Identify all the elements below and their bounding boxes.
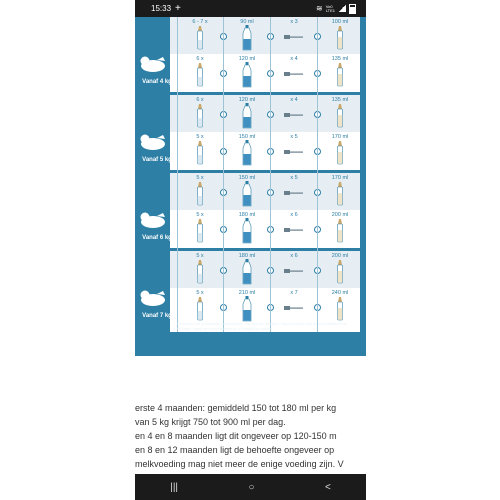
bottle-icon — [337, 26, 343, 50]
scoop-icon — [284, 189, 304, 197]
water-bottle-icon — [242, 259, 252, 285]
status-time: 15:33 — [151, 4, 172, 13]
feeds-per-day-label: 5 x — [196, 253, 204, 259]
battery-icon — [349, 4, 356, 14]
feeds-per-day-label: 5 x — [196, 175, 204, 181]
scoops-label: x 3 — [290, 19, 298, 25]
baby-icon — [139, 210, 167, 230]
navigation-bar — [135, 474, 366, 500]
scoops-label: x 6 — [290, 253, 298, 259]
total-ml-label: 135 ml — [331, 56, 349, 62]
water-bottle-icon — [242, 181, 252, 207]
total-ml-label: 135 ml — [331, 97, 349, 103]
article-line: en 4 en 8 maanden ligt dit ongeveer op 120-150 m — [135, 431, 337, 441]
feeds-per-day-label: 6 - 7 x — [192, 19, 208, 25]
group-separator — [170, 248, 360, 251]
column-divider — [270, 17, 271, 332]
water-ml-label: 150 ml — [238, 134, 256, 140]
water-ml-label: 180 ml — [238, 212, 256, 218]
total-ml-label: 170 ml — [331, 134, 349, 140]
bottle-icon — [197, 104, 203, 128]
water-bottle-icon — [242, 218, 252, 244]
status-bar — [135, 0, 366, 17]
bottle-icon — [197, 141, 203, 165]
scoops-label: x 5 — [290, 134, 298, 140]
scoops-label: x 4 — [290, 56, 298, 62]
scoop-icon — [284, 70, 304, 78]
scoops-label: x 5 — [290, 175, 298, 181]
bottle-icon — [337, 141, 343, 165]
total-ml-label: 170 ml — [331, 175, 349, 181]
article-text — [135, 401, 366, 471]
bottle-icon — [337, 104, 343, 128]
bottle-icon — [337, 219, 343, 243]
phone-screen — [135, 0, 366, 500]
water-ml-label: 150 ml — [238, 175, 256, 181]
scoop-icon — [284, 111, 304, 119]
water-ml-label: 120 ml — [238, 97, 256, 103]
weight-group-label: Vanaf 7 kg — [142, 313, 172, 319]
water-ml-label: 90 ml — [240, 19, 254, 25]
water-bottle-icon — [242, 140, 252, 166]
notification-icon: + — [175, 3, 181, 14]
feeds-per-day-label: 6 x — [196, 56, 204, 62]
group-separator — [170, 170, 360, 173]
baby-icon — [139, 288, 167, 308]
article-line: van 5 kg krijgt 750 tot 900 ml per dag. — [135, 417, 286, 427]
article-line: en 8 en 12 maanden ligt de behoefte ongeveer op — [135, 445, 335, 455]
scoop-icon — [284, 226, 304, 234]
bottle-icon — [337, 63, 343, 87]
signal-icon — [338, 5, 346, 12]
scoops-label: x 7 — [290, 290, 298, 296]
weight-group-label: Vanaf 4 kg — [142, 79, 172, 85]
total-ml-label: 200 ml — [331, 253, 349, 259]
total-ml-label: 240 ml — [331, 290, 349, 296]
weight-group-label: Vanaf 5 kg — [142, 157, 172, 163]
scoop-icon — [284, 33, 304, 41]
weight-group-label: Vanaf 6 kg — [142, 235, 172, 241]
column-divider — [223, 17, 224, 332]
total-ml-label: 100 ml — [331, 19, 349, 25]
recent-apps-button[interactable]: ||| — [170, 481, 179, 493]
bottle-icon — [197, 260, 203, 284]
column-divider — [177, 17, 178, 332]
bottle-icon — [197, 297, 203, 321]
water-ml-label: 120 ml — [238, 56, 256, 62]
chart-table — [170, 17, 360, 332]
bottle-icon — [337, 297, 343, 321]
water-bottle-icon — [242, 62, 252, 88]
bottle-icon — [337, 260, 343, 284]
feeds-per-day-label: 5 x — [196, 212, 204, 218]
bottle-icon — [337, 182, 343, 206]
scoop-icon — [284, 267, 304, 275]
water-bottle-icon — [242, 296, 252, 322]
scoop-icon — [284, 304, 304, 312]
feeds-per-day-label: 6 x — [196, 97, 204, 103]
feeding-chart-image — [135, 17, 366, 356]
scoops-label: x 4 — [290, 97, 298, 103]
network-label: Vo0 LTE1 — [325, 3, 335, 13]
back-button[interactable]: < — [324, 481, 331, 493]
water-bottle-icon — [242, 103, 252, 129]
bottle-icon — [197, 219, 203, 243]
group-separator — [170, 92, 360, 95]
bottle-icon — [197, 182, 203, 206]
scoop-icon — [284, 148, 304, 156]
column-divider — [317, 17, 318, 332]
water-ml-label: 210 ml — [238, 290, 256, 296]
article-line: melkvoeding mag niet meer de enige voeding zijn. V — [135, 459, 344, 469]
baby-icon — [139, 54, 167, 74]
bottle-icon — [197, 26, 203, 50]
water-bottle-icon — [242, 25, 252, 51]
water-ml-label: 180 ml — [238, 253, 256, 259]
feeds-per-day-label: 5 x — [196, 134, 204, 140]
article-line: erste 4 maanden: gemiddeld 150 tot 180 ml per kg — [135, 403, 337, 413]
total-ml-label: 200 ml — [331, 212, 349, 218]
bottle-icon — [197, 63, 203, 87]
chart-footnote: Gebaseerd op gemiddelde hoeveelheden. Uw kind kan afwijken. Volg het advies van uw consultatiebureau. Bij twijfel, vraag uw consultatiebureau of huisarts om advies. — [177, 322, 348, 331]
feeds-per-day-label: 5 x — [196, 290, 204, 296]
home-button[interactable]: ○ — [248, 481, 255, 493]
wifi-icon: ≋ — [316, 4, 323, 13]
scoops-label: x 6 — [290, 212, 298, 218]
baby-icon — [139, 132, 167, 152]
